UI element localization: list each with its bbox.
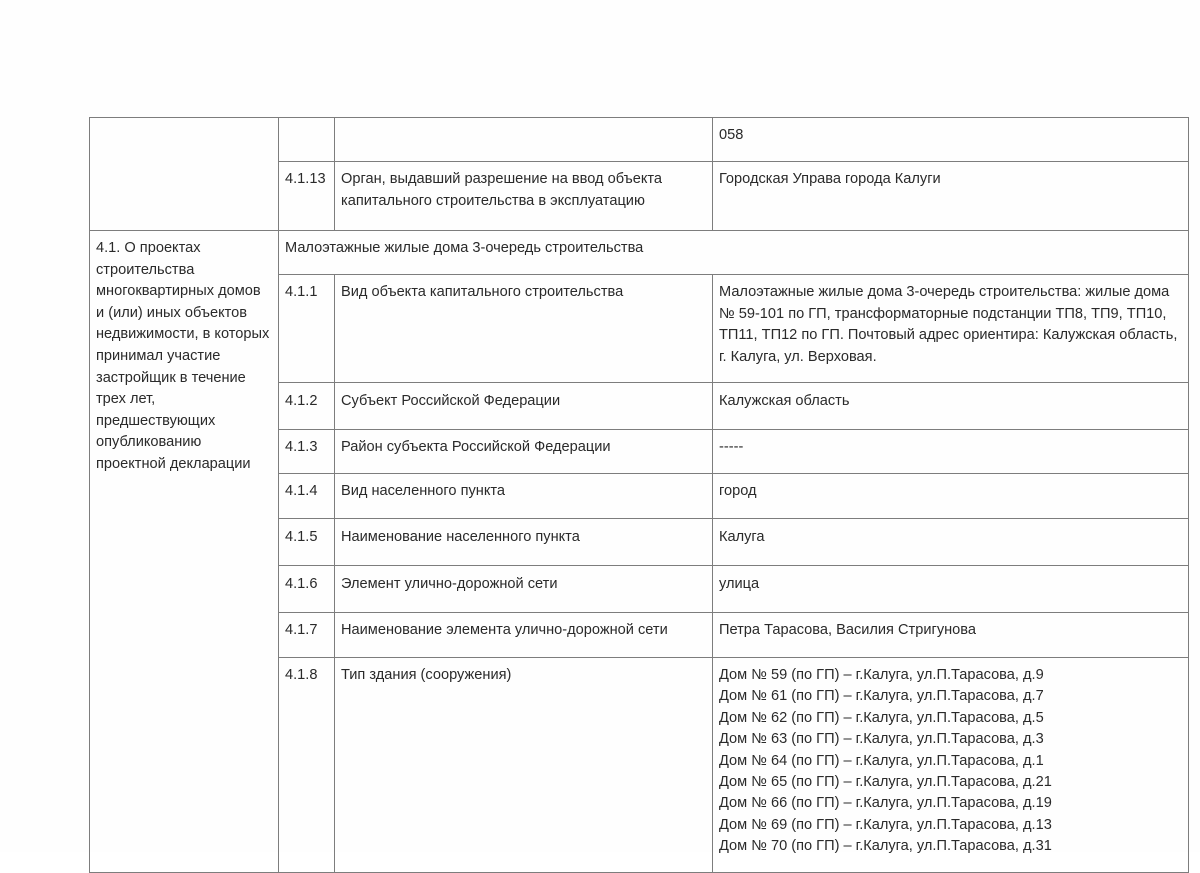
table-row bbox=[90, 118, 1189, 162]
house-address: Дом № 64 (по ГП) – г.Калуга, ул.П.Тарасова, д.1 bbox=[719, 752, 1044, 769]
item-label: Район субъекта Российской Федерации bbox=[335, 430, 713, 474]
house-address: Дом № 59 (по ГП) – г.Калуга, ул.П.Тарасова, д.9 bbox=[719, 667, 1044, 683]
declaration-table bbox=[89, 117, 1189, 873]
item-number: 4.1.13 bbox=[279, 162, 335, 231]
house-address: Дом № 69 (по ГП) – г.Калуга, ул.П.Тарасова, д.13 bbox=[719, 816, 1052, 833]
item-number: 4.1.4 bbox=[279, 474, 335, 519]
item-label: Наименование населенного пункта bbox=[335, 519, 713, 566]
item-value: Петра Тарасова, Василия Стригунова bbox=[713, 613, 1189, 658]
item-number: 4.1.1 bbox=[279, 275, 335, 383]
house-address: Дом № 66 (по ГП) – г.Калуга, ул.П.Тарасова, д.19 bbox=[719, 795, 1052, 812]
item-value: Малоэтажные жилые дома 3-очередь строительства: жилые дома № 59-101 по ГП, трансформаторные подстанции ТП8, ТП9, ТП10, ТП11, ТП12 по ГП. Почтовый адрес ориентира: Калужская область, г. Калуга, ул. Верховая. bbox=[713, 275, 1189, 383]
house-address: Дом № 65 (по ГП) – г.Калуга, ул.П.Тарасова, д.21 bbox=[719, 774, 1052, 791]
item-value: ----- bbox=[713, 430, 1189, 474]
item-number: 4.1.7 bbox=[279, 613, 335, 658]
item-label: Орган, выдавший разрешение на ввод объекта капитального строительства в эксплуатацию bbox=[335, 162, 713, 231]
house-address: Дом № 70 (по ГП) – г.Калуга, ул.П.Тарасова, д.31 bbox=[719, 838, 1052, 855]
item-value: Калужская область bbox=[713, 383, 1189, 430]
item-value: 058 bbox=[713, 118, 1189, 162]
house-address: Дом № 62 (по ГП) – г.Калуга, ул.П.Тарасова, д.5 bbox=[719, 709, 1044, 726]
item-number: 4.1.3 bbox=[279, 430, 335, 474]
item-value: Калуга bbox=[713, 519, 1189, 566]
house-address: Дом № 63 (по ГП) – г.Калуга, ул.П.Тарасова, д.3 bbox=[719, 731, 1044, 748]
item-label: Наименование элемента улично-дорожной сети bbox=[335, 613, 713, 658]
section-label: 4.1. О проектах строительства многоквартирных домов и (или) иных объектов недвижимости, в которых принимал участие застройщик в течение трех лет, предшествующих опубликованию проектной декларации bbox=[90, 231, 279, 873]
item-label: Вид объекта капитального строительства bbox=[335, 275, 713, 383]
table-row bbox=[90, 231, 1189, 275]
item-number bbox=[279, 118, 335, 162]
section-heading: Малоэтажные жилые дома 3-очередь строительства bbox=[279, 231, 1189, 275]
item-value: Городская Управа города Калуги bbox=[713, 162, 1189, 231]
item-number: 4.1.6 bbox=[279, 566, 335, 613]
item-label: Вид населенного пункта bbox=[335, 474, 713, 519]
item-label bbox=[335, 118, 713, 162]
item-label: Тип здания (сооружения) bbox=[335, 658, 713, 873]
item-number: 4.1.8 bbox=[279, 658, 335, 873]
item-number: 4.1.5 bbox=[279, 519, 335, 566]
item-value: улица bbox=[713, 566, 1189, 613]
house-address-list bbox=[713, 658, 1189, 873]
section-label-cell-empty bbox=[90, 118, 279, 231]
item-number: 4.1.2 bbox=[279, 383, 335, 430]
item-label: Элемент улично-дорожной сети bbox=[335, 566, 713, 613]
house-address: Дом № 61 (по ГП) – г.Калуга, ул.П.Тарасова, д.7 bbox=[719, 688, 1044, 705]
item-label: Субъект Российской Федерации bbox=[335, 383, 713, 430]
item-value: город bbox=[713, 474, 1189, 519]
